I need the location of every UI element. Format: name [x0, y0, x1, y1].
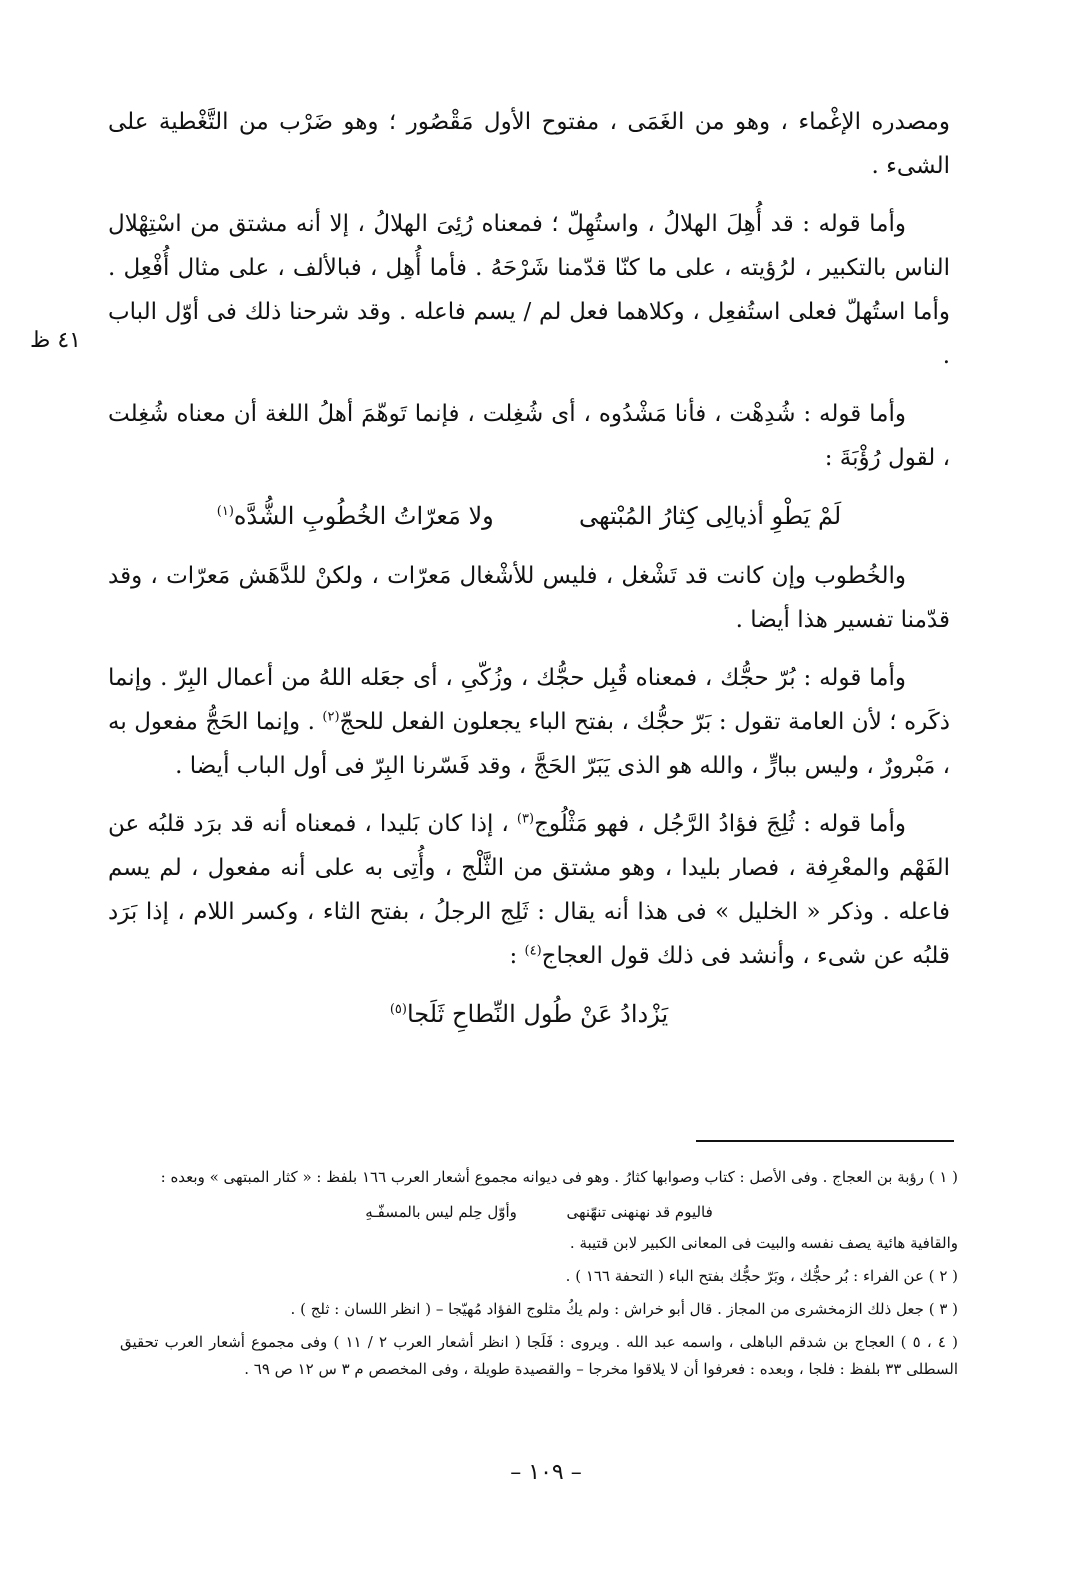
- main-text: [108, 100, 950, 1052]
- paragraph-text: :: [509, 943, 518, 969]
- poetry-verse: [108, 992, 950, 1036]
- footnote-marker: (٣): [516, 811, 535, 827]
- footnote-verse-first: فاليوم قد نهنهنى تنهّنهى: [566, 1203, 713, 1221]
- footnote-marker: (٤): [524, 943, 542, 959]
- footnote: ( ٣ ) جعل ذلك الزمخشرى من المجاز . قال أبو خراش : ولم يكُ مثلوج الفؤاد مُهيّجا – ( انظر اللسان : ثلج ) .: [290, 1300, 958, 1318]
- paragraph: [108, 656, 950, 788]
- paragraph-text: وأما قوله : بُرّ حجُّك ، فمعناه قُبِل حجُّك ، وزُكّىِ ، أى جعَله اللهُ من أعمال البِرّ . وإنما ذكَره ؛ لأن العامة تقول : بَرّ حجُّك ، بفتح الباء يجعلون الفعل للحجّ: [108, 665, 951, 735]
- verse-first-hemistich: لَمْ يَطْوِ أذيالِى كِثارُ المُبْتهى: [579, 502, 842, 530]
- footnote-verse: [120, 1199, 958, 1226]
- footnote-marker: (٢): [322, 709, 340, 725]
- poetry-verse: [108, 494, 950, 538]
- paragraph-text: . وإنما الحَجُّ مفعول به ، مَبْرورٌ ، وليس ببارٍّ ، والله هو الذى يَبَرّ الحَجَّ ، وقد فَسّرنا البِرّ فى أول الباب أيضا .: [108, 709, 950, 779]
- paragraph: وأما قوله : شُدِهْت ، فأنا مَشْدُوه ، أى شُغِلت ، فإنما تَوهّمَ أهلُ اللغة أن معناه شُغِلت ، لقول رُؤْبَةَ :: [108, 401, 950, 471]
- paragraph: [108, 802, 950, 978]
- paragraph-text: وأما قوله : ثُلِجَ فؤادُ الرَّجُل ، فهو مَثْلُوج: [534, 811, 906, 837]
- footnotes: [120, 1164, 958, 1389]
- footnote: ( ٢ ) عن الفراء : بُر حجُّك ، وبَرّ حجُّك بفتح الباء ( التحفة ١٦٦ ) .: [565, 1267, 958, 1285]
- paragraph-text: ، إذا كان بَليدا ، فمعناه أنه قد برَد قلبُه عن الفَهْم والمعْرِفة ، فصار بليدا ، وهو مشتق من الثَّلْج ، وأُتِى به على أنه مفعول ، لم يسم فاعله . وذكر « الخليل » فى هذا أنه يقال : ثَلِج الرجلُ ، بفتح الثاء ، وكسر اللام ، إذا بَرَد قلبُه عن شىء ، وأنشد فى ذلك قول العجاج: [108, 811, 950, 969]
- verse-text: يَزْدادُ عَنْ طُول النِّطاحِ ثَلَجا: [406, 1000, 669, 1028]
- paragraph: وأما قوله : قد أُهِلَ الهلالُ ، واستُهِلّ ؛ فمعناه رُئِىَ الهلالُ ، إلا أنه مشتق من اسْتِهْلال الناس بالتكبير ، لرُؤيته ، على ما كنّا قدّمنا شَرْحَهُ . فأما أُهِل ، فبالألف ، على مثال أُفْعِل . وأما استُهلّ فعلى استُفعِل ، وكلاهما فعل لم / يسم فاعله . وقد شرحنا ذلك فى أوّل الباب .: [108, 211, 950, 369]
- footnote: ( ٤ ، ٥ ) العجاج بن شدقم الباهلى ، واسمه عبد الله . ويروى : فَلَجا ( انظر أشعار العرب ٢ / ١١ ) وفى مجموع أشعار العرب تحقيق السطلى ٣٣ بلفظ : فلجا ، وبعده : فعرفوا أن لا يلاقوا مخرجا – والقصيدة طويلة ، وفى المخصص م ٣ س ١٢ ص ٦٩ .: [120, 1333, 958, 1378]
- page-number: – ١٠٩ –: [510, 1460, 582, 1485]
- footnote-separator: [696, 1140, 954, 1142]
- paragraph: والخُطوب وإن كانت قد تَشْغل ، فليس للأشْغال مَعرّات ، ولكنْ للدَّهَش مَعرّات ، وقد قدّمنا تفسير هذا أيضا .: [108, 563, 950, 633]
- verse-second-hemistich-text: ولا مَعرّاتُ الخُطُوبِ الشُّدَّه: [233, 502, 494, 530]
- footnote-verse-second: وأوّل حِلم ليس بالمسفّـهِ: [365, 1203, 517, 1221]
- paragraph: ومصدره الإغْماء ، وهو من الغَمَى ، مفتوح الأول مَقْصُور ؛ وهو ضَرْب من التَّغْطية على الشىء .: [108, 109, 950, 179]
- footnote: ( ١ ) رؤبة بن العجاج . وفى الأصل : كتاب وصوابها كثارُ . وهو فى ديوانه مجموع أشعار العرب ١٦٦ بلفظ : « كثار المبتهى » وبعده :: [160, 1168, 958, 1186]
- footnote: والقافية هائية يصف نفسه والبيت فى المعانى الكبير لابن قتيبة .: [569, 1234, 958, 1252]
- footnote-marker: (٥): [389, 1002, 407, 1017]
- footnote-marker: (١): [216, 504, 234, 519]
- verse-second-hemistich: [217, 494, 494, 538]
- manuscript-folio-marker: ٤١ ظ: [30, 328, 81, 353]
